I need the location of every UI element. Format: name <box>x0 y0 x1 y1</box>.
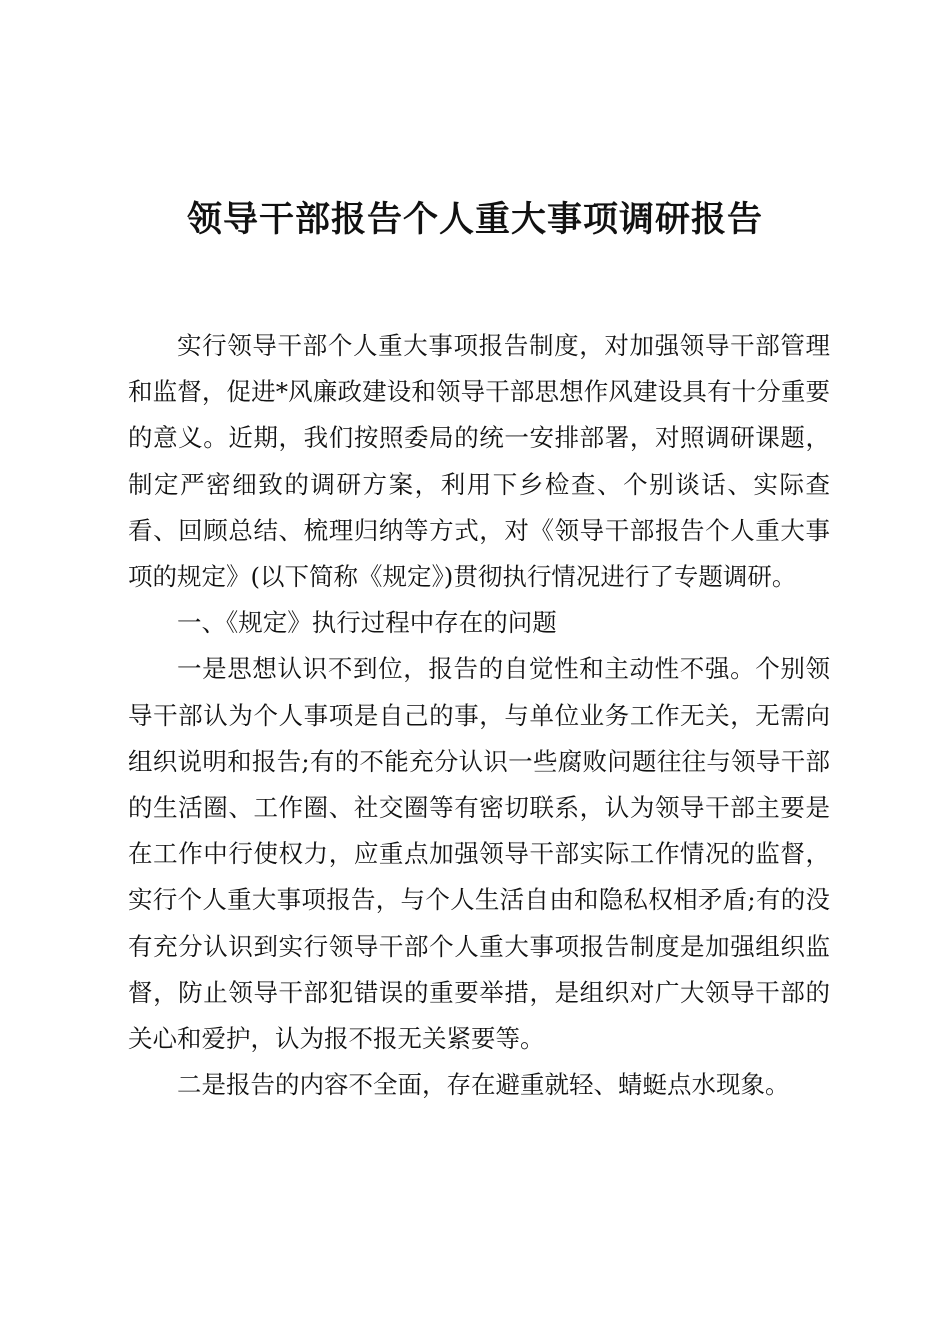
issue-two-paragraph: 二是报告的内容不全面，存在避重就轻、蜻蜓点水现象。 <box>177 1070 790 1100</box>
issue-one-paragraph: 一是思想认识不到位，报告的自觉性和主动性不强。个别领导干部认为个人事项是自己的事，与单位业务工作无关，无需向组织说明和报告;有的不能充分认识一些腐败问题往往与领导干部的生活圈、工作圈、社交圈等有密切联系，认为领导干部主要是在工作中行使权力，应重点加强领导干部实际工作情况的监督，实行个人重大事项报告，与个人生活自由和隐私权相矛盾;有的没有充分认识到实行领导干部个人重大事项报告制度是加强组织监督，防止领导干部犯错误的重要举措，是组织对广大领导干部的关心和爱护，认为报不报无关紧要等。 <box>128 654 830 1054</box>
document-title: 领导干部报告个人重大事项调研报告 <box>186 199 763 240</box>
intro-paragraph: 实行领导干部个人重大事项报告制度，对加强领导干部管理和监督，促进*风廉政建设和领导干部思想作风建设具有十分重要的意义。近期，我们按照委局的统一安排部署，对照调研课题，制定严密细致的调研方案，利用下乡检查、个别谈话、实际查看、回顾总结、梳理归纳等方式，对《领导干部报告个人重大事项的规定》(以下简称《规定》)贯彻执行情况进行了专题调研。 <box>128 331 830 592</box>
document-body <box>128 323 830 1108</box>
section-heading: 一、《规定》执行过程中存在的问题 <box>177 608 557 638</box>
